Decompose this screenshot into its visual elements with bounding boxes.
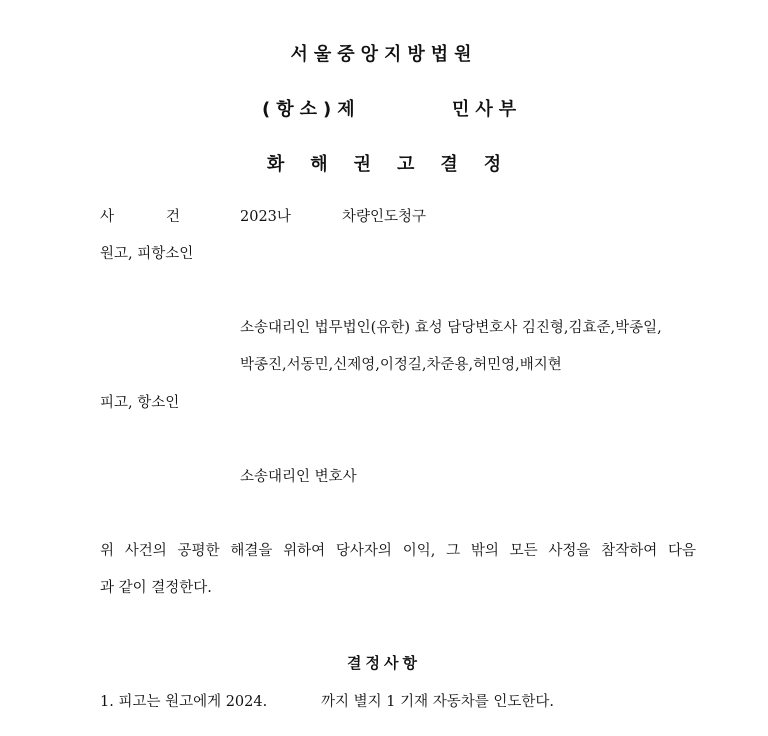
plaintiff-counsel-line1: 소송대리인 법무법인(유한) 효성 담당변호사 김진형,김효준,박종일,	[240, 320, 662, 336]
document-title: 화해권고결정	[266, 154, 528, 175]
plaintiff-counsel-line2: 박종진,서동민,신제영,이정길,차준용,허민영,배지현	[240, 357, 562, 373]
division-prefix: (항소)제	[262, 99, 361, 120]
intro-line2: 과 같이 결정한다.	[100, 580, 212, 596]
plaintiff-role: 원고, 피항소인	[100, 246, 194, 262]
decision-item1-start: 1. 피고는 원고에게 2024.	[100, 694, 268, 710]
court-name: 서울중앙지방법원	[290, 44, 478, 65]
case-name: 차량인도청구	[342, 209, 427, 225]
defendant-counsel: 소송대리인 변호사	[240, 469, 357, 485]
decision-heading: 결정사항	[347, 654, 421, 672]
defendant-role: 피고, 항소인	[100, 395, 180, 411]
case-label-1: 사	[100, 209, 115, 225]
intro-line1: 위 사건의 공평한 해결을 위하여 당사자의 이익, 그 밖의 모든 사정을 참작하여 다음	[100, 543, 696, 559]
decision-item1-end: 까지 별지 1 기재 자동차를 인도한다.	[321, 694, 554, 710]
case-label-2: 건	[166, 209, 181, 225]
case-number: 2023나	[240, 209, 291, 225]
division-suffix: 민사부	[452, 99, 523, 120]
